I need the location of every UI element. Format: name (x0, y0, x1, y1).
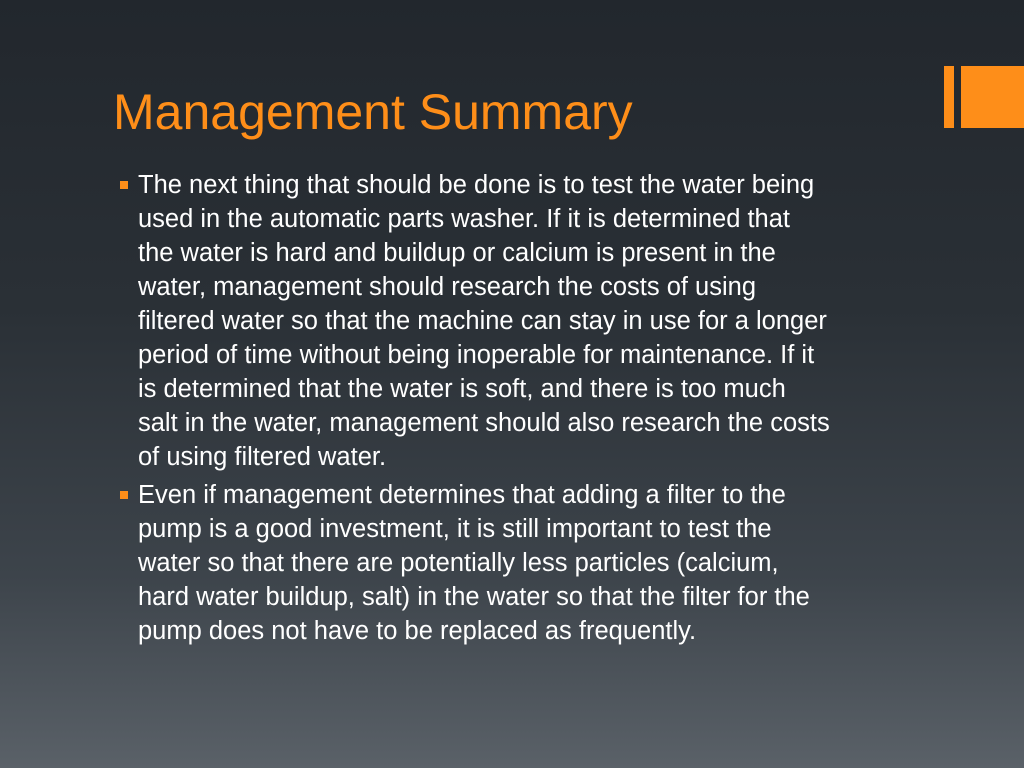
bullet-text-line: water, management should research the costs of using (138, 273, 757, 301)
bullet-text-line: is determined that the water is soft, and there is too much (138, 375, 786, 403)
accent-block (961, 66, 1024, 128)
bullet-item (118, 478, 918, 648)
bullet-list (118, 168, 918, 652)
slide-title: Management Summary (113, 84, 633, 140)
bullet-text-line: used in the automatic parts washer. If it is determined that (138, 205, 791, 233)
accent-bar (944, 66, 954, 128)
bullet-text (138, 478, 918, 648)
bullet-text-line: salt in the water, management should also research the costs (138, 409, 830, 437)
bullet-text-line: the water is hard and buildup or calcium is present in the (138, 239, 776, 267)
bullet-text-line: pump is a good investment, it is still important to test the (138, 515, 772, 543)
square-bullet-icon (120, 181, 128, 189)
bullet-text (138, 168, 918, 474)
accent-mark-icon (944, 66, 1024, 128)
square-bullet-icon (120, 491, 128, 499)
bullet-text-line: period of time without being inoperable for maintenance. If it (138, 341, 815, 369)
bullet-text-line: The next thing that should be done is to test the water being (138, 171, 815, 199)
bullet-text-line: filtered water so that the machine can stay in use for a longer (138, 307, 827, 335)
bullet-text-line: hard water buildup, salt) in the water so that the filter for the (138, 583, 810, 611)
bullet-text-line: of using filtered water. (138, 443, 387, 471)
bullet-text-line: Even if management determines that adding a filter to the (138, 481, 786, 509)
bullet-text-line: water so that there are potentially less particles (calcium, (138, 549, 779, 577)
bullet-text-line: pump does not have to be replaced as frequently. (138, 617, 697, 645)
bullet-item (118, 168, 918, 474)
